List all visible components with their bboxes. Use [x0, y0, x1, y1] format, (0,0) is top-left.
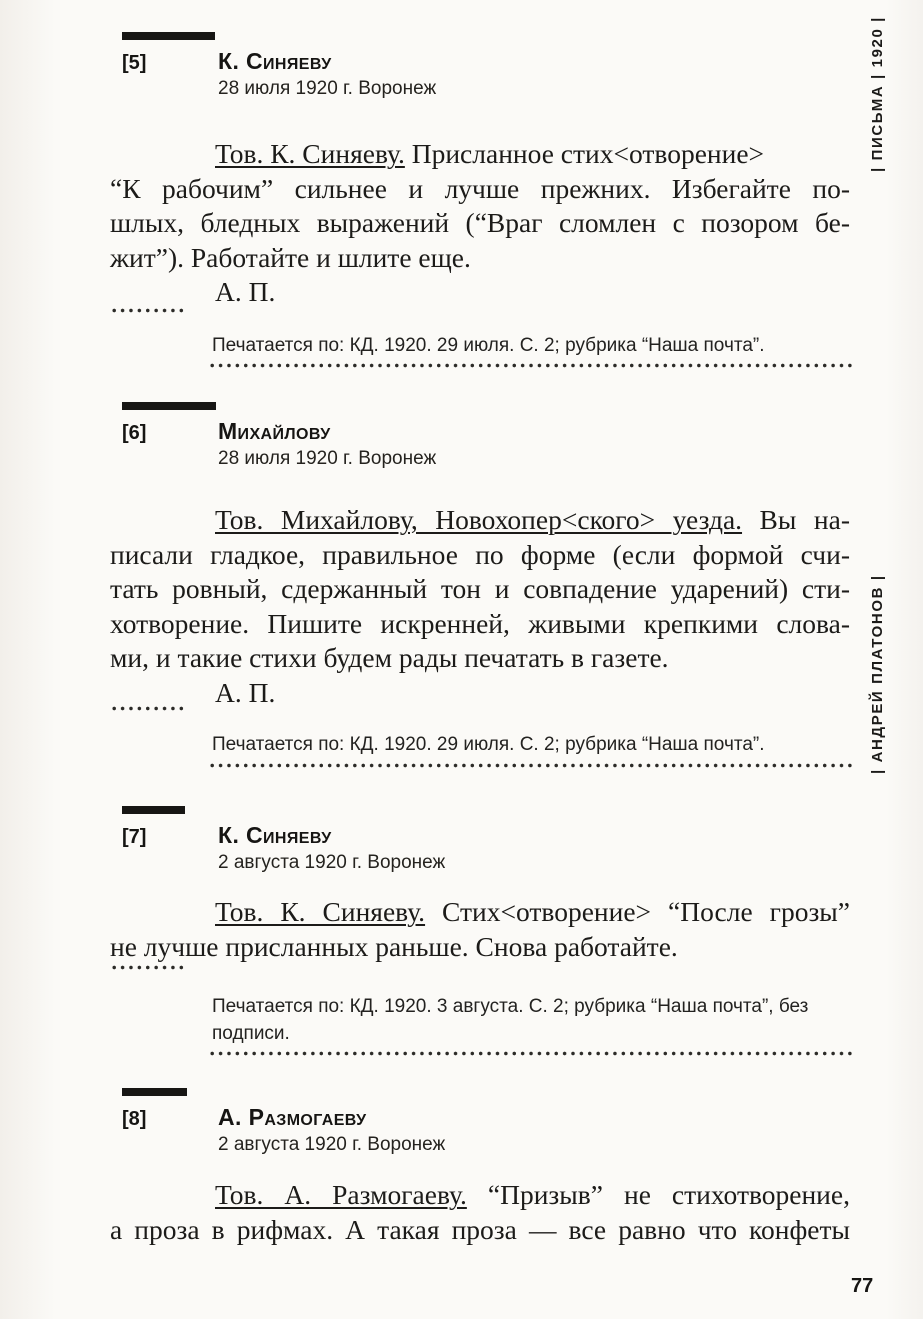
body-line [110, 504, 850, 539]
section-rule [122, 1088, 187, 1096]
body-text: Вы на- [742, 504, 850, 535]
letter-recipient: К. Синяеву [218, 822, 332, 848]
salutation: Тов. А. Размогаеву. [215, 1179, 467, 1210]
source-note-line: Печатается по: КД. 1920. 29 июля. С. 2; рубрика “Наша почта”. [212, 734, 765, 755]
letter-number: [7] [122, 826, 147, 848]
letter-number: [5] [122, 52, 147, 74]
letter-recipient: А. Размогаеву [218, 1104, 367, 1130]
letter-recipient: Михайлову [218, 418, 331, 444]
letter-7 [0, 806, 923, 1086]
section-rule [122, 806, 185, 814]
letter-dateline: 2 августа 1920 г. Воронеж [218, 852, 446, 873]
section-rule [122, 32, 215, 40]
source-note-line: подписи. [212, 1023, 290, 1044]
signature: А. П. [215, 676, 276, 708]
body-line [110, 896, 850, 931]
source-note-line: Печатается по: КД. 1920. 3 августа. С. 2; рубрика “Наша почта”, без [212, 996, 809, 1017]
letter-dateline: 28 июля 1920 г. Воронеж [218, 78, 437, 99]
body-text: “Призыв” не стихотворение, [466, 1179, 850, 1210]
salutation: Тов. Михайлову, Новохопер<ского> уезда. [215, 504, 743, 535]
separator-dotted-short [110, 705, 184, 712]
letter-number: [6] [122, 422, 147, 444]
letter-body [110, 138, 850, 311]
body-line: хотворение. Пишите искренней, живыми крепкими слова- [110, 607, 850, 639]
body-line: тать ровный, сдержанный тон и совпадение ударений) сти- [110, 573, 850, 605]
separator-dotted-short [110, 964, 184, 971]
body-line [110, 138, 850, 173]
letter-body [110, 1179, 850, 1248]
source-note [212, 993, 857, 1047]
letter-recipient: К. Синяеву [218, 48, 332, 74]
letter-6 [0, 402, 923, 802]
letter-8 [0, 1088, 923, 1288]
separator-dotted-long [208, 361, 856, 369]
separator-dotted-short [110, 307, 184, 314]
running-head-top-label: | ПИСЬМА | 1920 | [869, 16, 886, 172]
letter-body [110, 896, 850, 965]
body-line: жит”). Работайте и шлите еще. [110, 241, 471, 273]
separator-dotted-long [208, 761, 856, 769]
body-line [110, 1179, 850, 1214]
body-line: ми, и такие стихи будем рады печатать в газете. [110, 642, 669, 674]
body-line: не лучше присланных раньше. Снова работайте. [110, 930, 678, 962]
letter-dateline: 2 августа 1920 г. Воронеж [218, 1134, 446, 1155]
page-number: 77 [851, 1275, 874, 1297]
body-line: а проза в рифмах. А такая проза — все равно что конфеты [110, 1213, 850, 1245]
salutation: Тов. К. Синяеву. [215, 138, 405, 169]
body-text: Стих<отворение> “После грозы” [425, 896, 850, 927]
letter-body [110, 504, 850, 712]
source-note [212, 731, 857, 758]
body-line: писали гладкое, правильное по форме (если формой счи- [110, 538, 850, 570]
section-rule [122, 402, 216, 410]
letter-dateline: 28 июля 1920 г. Воронеж [218, 448, 437, 469]
letter-number: [8] [122, 1108, 147, 1130]
source-note [212, 332, 857, 359]
separator-dotted-long [208, 1049, 856, 1057]
salutation: Тов. К. Синяеву. [215, 896, 426, 927]
body-line: шлых, бледных выражений (“Враг сломлен с позором бе- [110, 207, 850, 239]
running-head-author-label: | АНДРЕЙ ПЛАТОНОВ | [869, 574, 886, 774]
letter-5 [0, 32, 923, 402]
body-text: Присланное стих<отворение> [404, 138, 765, 169]
source-note-line: Печатается по: КД. 1920. 29 июля. С. 2; рубрика “Наша почта”. [212, 335, 765, 356]
signature: А. П. [215, 276, 276, 308]
body-line: “К рабочим” сильнее и лучше прежних. Избегайте по- [110, 172, 850, 204]
